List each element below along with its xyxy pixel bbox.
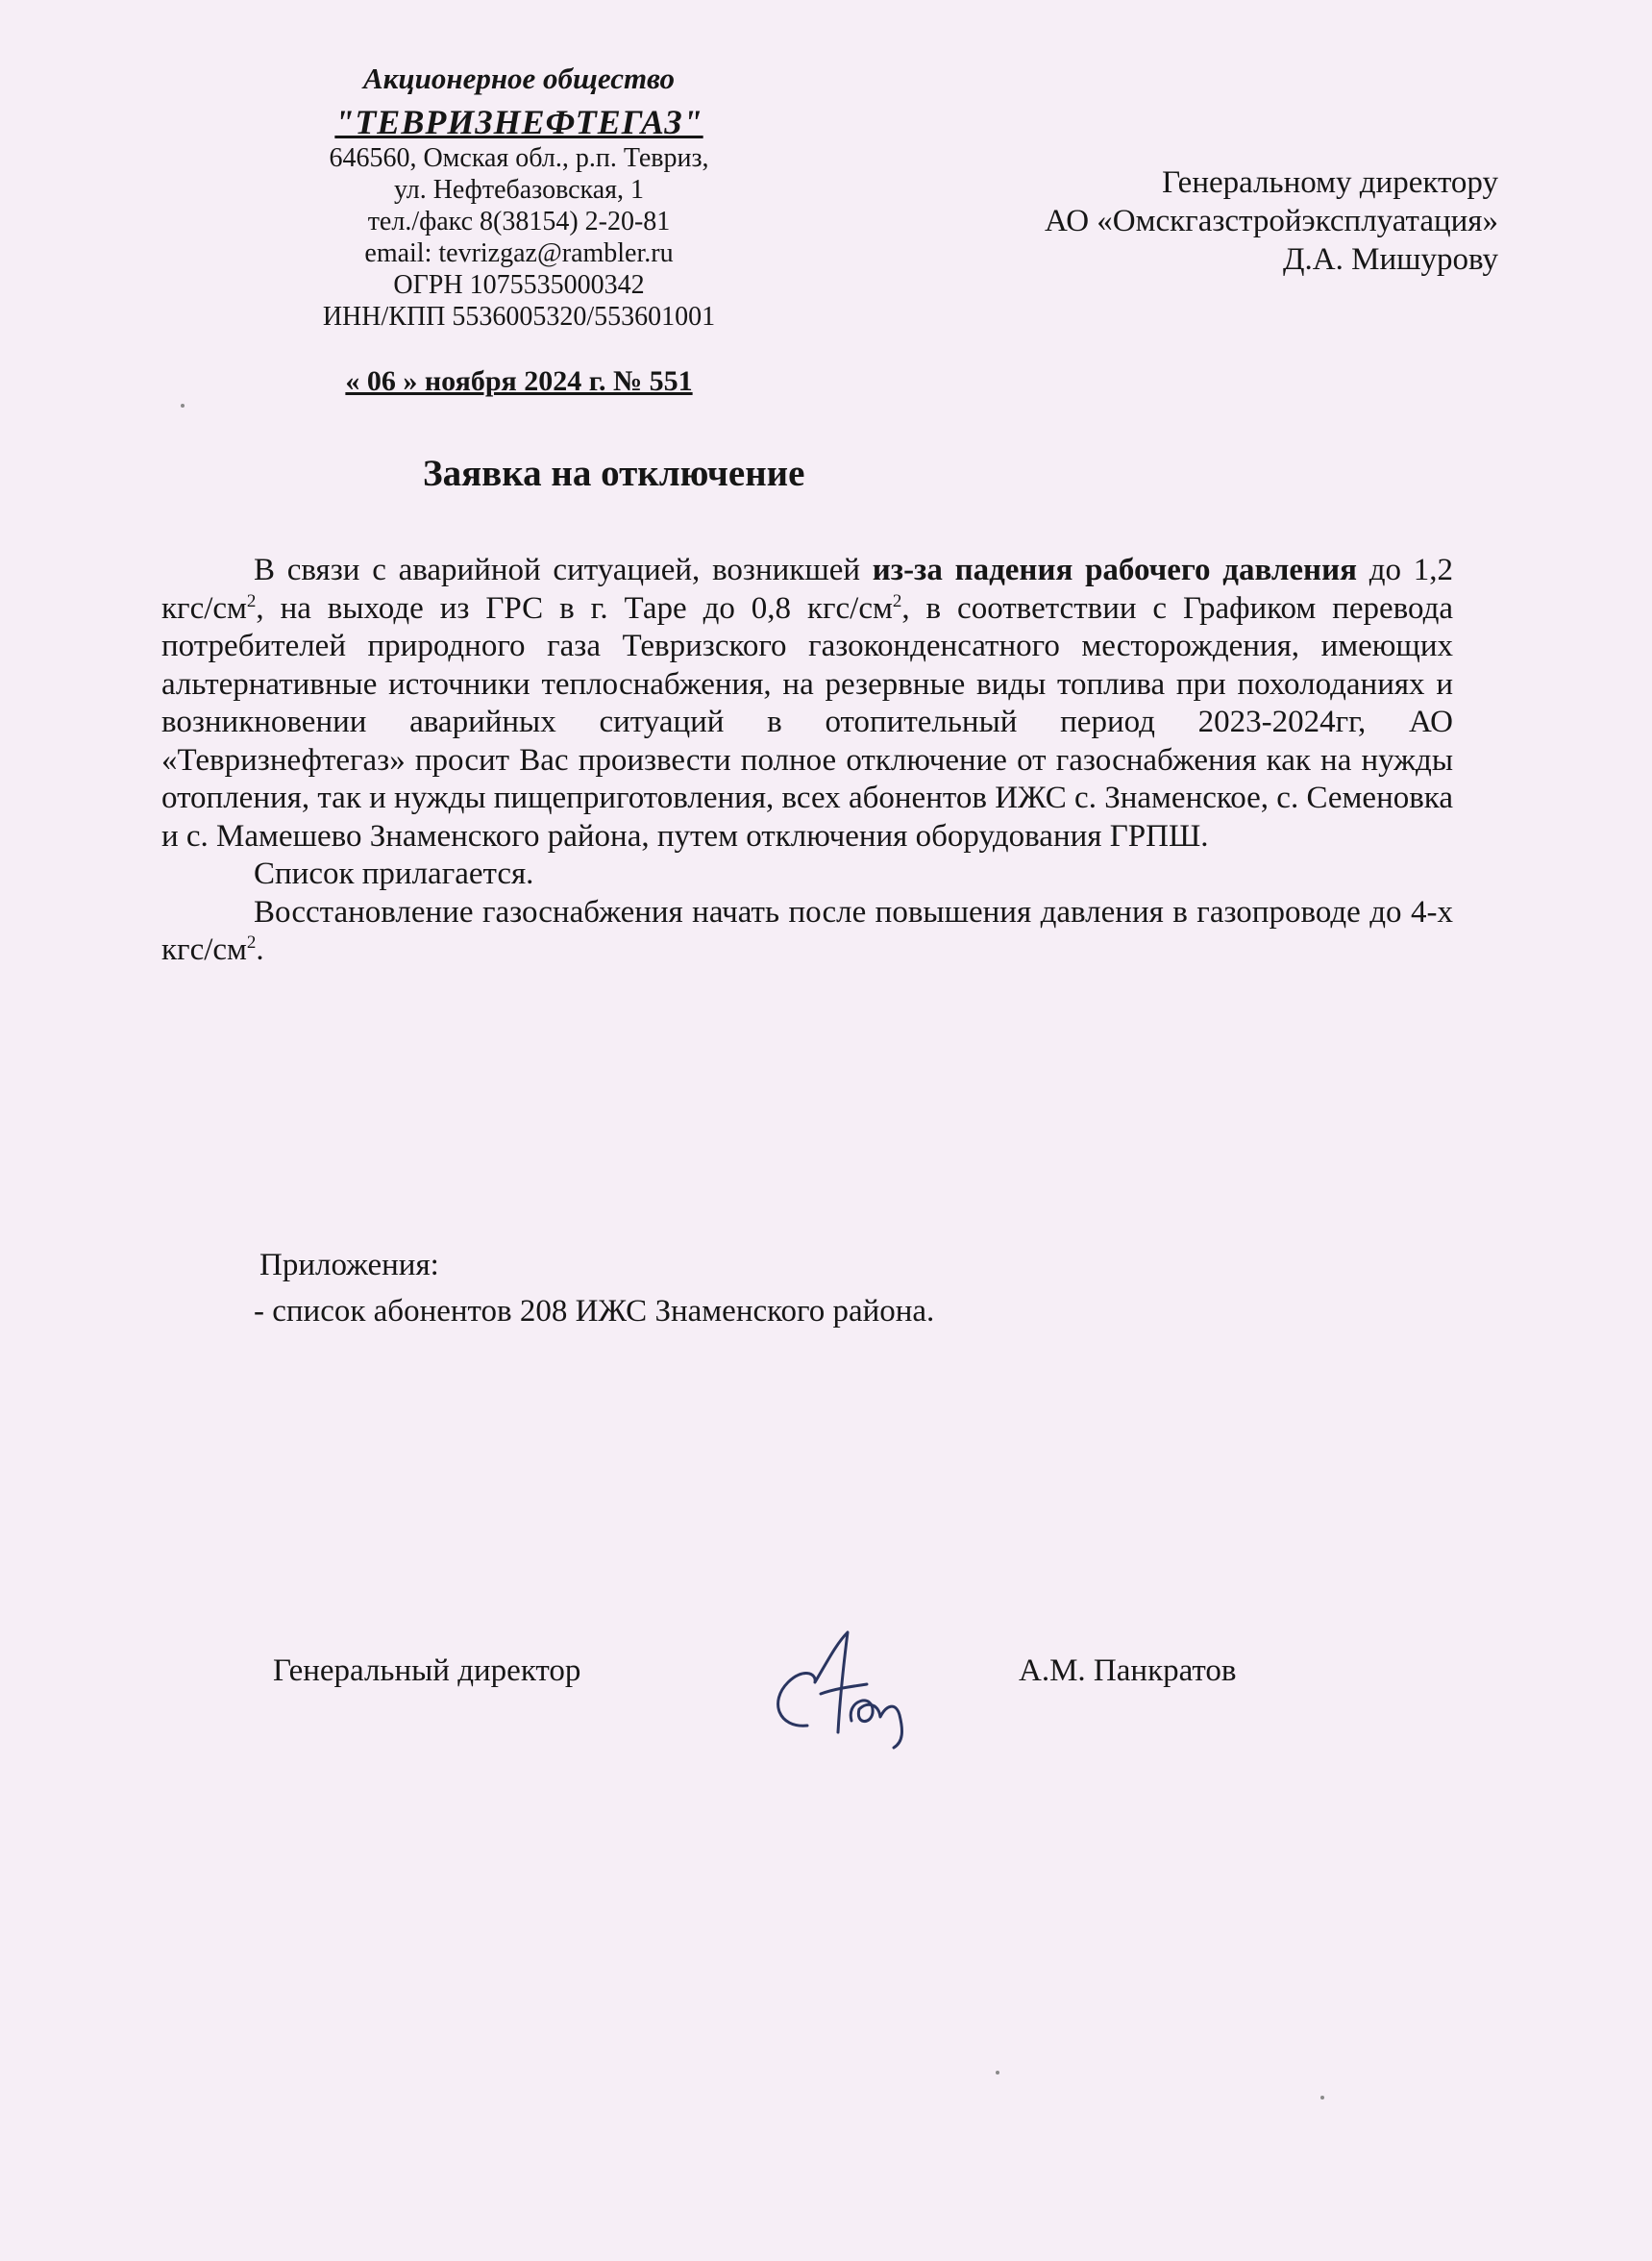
sender-letterhead — [240, 56, 798, 333]
inn-line: ИНН/КПП 5536005320/553601001 — [322, 302, 716, 332]
address-line-1: 646560, Омская обл., р.п. Тевриз, — [329, 143, 709, 173]
p1-text-c: до 1,2 кгс/см — [161, 553, 1453, 626]
letter-body — [161, 552, 1453, 970]
org-form: Акционерное общество — [362, 62, 676, 95]
document-title: Заявка на отключение — [423, 453, 805, 494]
signatory-role: Генеральный директор — [273, 1653, 581, 1688]
superscript-2: 2 — [892, 590, 902, 611]
scan-speck — [996, 2071, 999, 2075]
p3-text-b: . — [256, 932, 264, 967]
handwritten-signature — [759, 1625, 932, 1750]
p1-bold: из-за падения рабочего давления — [872, 553, 1357, 587]
p3-text-a: Восстановление газоснабжения начать после повышения давления в газопроводе до 4-х кгс/см — [161, 894, 1453, 967]
address-line-2: ул. Нефтебазовская, 1 — [393, 175, 645, 205]
phone-line: тел./факс 8(38154) 2-20-81 — [367, 207, 671, 236]
email-line: email: tevrizgaz@rambler.ru — [364, 238, 674, 268]
signatory-name: А.М. Панкратов — [1019, 1653, 1237, 1688]
letter-date-number: « 06 » ноября 2024 г. № 551 — [345, 365, 693, 397]
recipient-line-1: Генеральному директору — [1162, 165, 1498, 200]
recipient-line-2: АО «Омскгазстройэксплуатация» — [1045, 204, 1498, 238]
recipient-line-3: Д.А. Мишурову — [1283, 242, 1498, 277]
p1-text-e: , в соответствии с Графиком перевода потребителей природного газа Тевризского газоконденсатного месторождения, имеющих альтернативные источники теплоснабжения, на резервные виды топлива при похолоданиях и возникновении аварийных ситуаций в отопительный период 2023-2024гг, АО «Тевризнефтегаз» просит Вас произвести полное отключение от газоснабжения как на нужды отопления, так и нужды пищеприготовления, всех абонентов ИЖС с. Знаменское, с. Семеновка и с. Мамешево Знаменского района, путем отключения оборудования ГРПШ. — [161, 590, 1454, 854]
attachment-item-1: - список абонентов 208 ИЖС Знаменского района. — [254, 1294, 935, 1329]
attachments-block — [254, 1242, 934, 1334]
superscript-1: 2 — [246, 590, 257, 611]
body-paragraph-2: Список прилагается. — [254, 857, 534, 891]
ogrn-line: ОГРН 1075535000342 — [393, 270, 645, 300]
body-paragraph-3 — [161, 894, 1453, 970]
attachments-heading: Приложения: — [259, 1248, 439, 1282]
body-paragraph-1 — [161, 552, 1453, 856]
superscript-3: 2 — [246, 932, 257, 953]
org-name: "ТЕВРИЗНЕФТЕГАЗ" — [334, 103, 703, 141]
p1-text-d: , на выходе из ГРС в г. Таре до 0,8 кгс/см — [256, 590, 893, 626]
scan-speck — [181, 404, 185, 408]
recipient-block — [1045, 163, 1498, 279]
scan-speck — [1320, 2096, 1324, 2100]
p1-text-a: В связи с аварийной ситуацией, возникшей — [254, 553, 873, 587]
